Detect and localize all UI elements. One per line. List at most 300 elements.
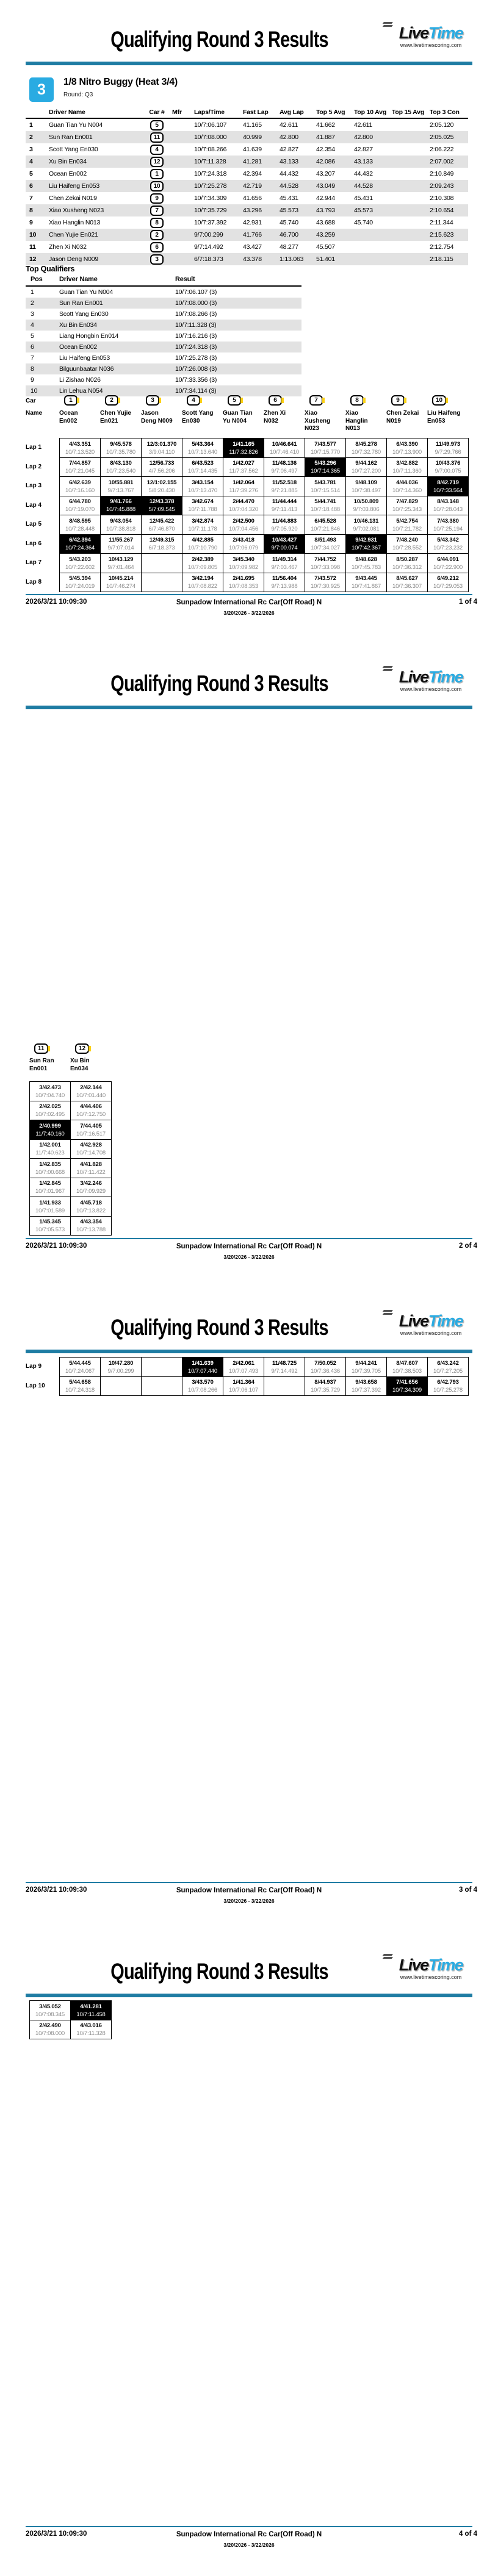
logo-live-text: Live — [399, 1312, 428, 1330]
lap-position-time: 9/43.658 — [355, 1379, 377, 1386]
driver-name: Xiao Hanglin N013 — [49, 219, 101, 226]
lap-position-time: 8/47.607 — [396, 1359, 418, 1367]
livetime-logo — [380, 1956, 482, 1980]
results-row — [26, 229, 468, 241]
lap-position-time: 7/44.752 — [314, 556, 336, 563]
lap-position-time: 8/42.719 — [437, 479, 459, 486]
lap-cell — [142, 515, 182, 534]
top5-avg: 42.944 — [316, 195, 335, 202]
lap-cumulative: 6/7:46.870 — [148, 525, 175, 532]
lap-cell — [101, 458, 141, 477]
top10-avg: 44.432 — [354, 170, 373, 177]
driver-name: Sun Ran En001 — [49, 134, 93, 141]
car-number-badge: 7 — [309, 395, 323, 406]
lap-position-time: 2/43.418 — [233, 537, 254, 543]
lap-cumulative: 10/7:08.000 — [35, 2030, 65, 2037]
top10-avg: 43.133 — [354, 158, 373, 165]
lap-cell — [30, 1140, 70, 1159]
car-number-badge: 4 — [150, 145, 164, 155]
lap-position-time: 9/45.578 — [110, 440, 132, 448]
laps-time: 9/7:00.299 — [194, 231, 223, 238]
lap-position-time: 6/43.242 — [437, 1359, 459, 1367]
footer-rule — [26, 1238, 472, 1239]
top10-avg: 45.573 — [354, 207, 373, 214]
lap-cell — [387, 477, 427, 496]
lap-cell — [142, 554, 182, 573]
lap-cumulative: 10/7:13.822 — [76, 1207, 106, 1214]
laps-time: 10/7:35.729 — [194, 207, 227, 214]
results-row — [26, 156, 468, 168]
car-number-badge: 8 — [350, 395, 364, 406]
lap-position-time: 5/45.394 — [69, 575, 91, 582]
lap-cell — [182, 458, 223, 477]
logo-wordmark — [380, 24, 482, 41]
lap-grid-cars-11-12 — [29, 1081, 112, 1236]
lap-cell — [264, 515, 305, 534]
lap-position-time: 3/45.052 — [39, 2003, 61, 2010]
lap-position-time: 4/44.406 — [80, 1103, 102, 1110]
lap-cumulative: 10/7:24.067 — [65, 1367, 95, 1375]
lap-position-time: 2/42.490 — [39, 2022, 61, 2029]
lap-cell — [387, 458, 427, 477]
lap-cell — [264, 535, 305, 554]
car-badge-cell — [70, 1042, 111, 1056]
laps-time: 10/7:24.318 — [194, 170, 227, 177]
position: 2 — [29, 134, 33, 141]
lap-position-time: 3/43.570 — [192, 1379, 214, 1386]
lap-position-time: 3/45.340 — [233, 556, 254, 563]
lap-cell — [264, 477, 305, 496]
lap-label: Lap 8 — [26, 578, 42, 585]
lap-cumulative: 10/7:29.053 — [433, 583, 463, 590]
lap-position-time: 10/45.214 — [108, 575, 134, 582]
lap-cell — [60, 573, 100, 592]
top3-consecutive: 2:09.243 — [430, 182, 454, 190]
avg-lap: 45.740 — [280, 219, 298, 226]
lap-cell — [428, 458, 468, 477]
lap-position-time: 9/43.445 — [355, 575, 377, 582]
lap-cell — [346, 477, 386, 496]
top10-avg: 44.528 — [354, 182, 373, 190]
avg-lap: 42.827 — [280, 146, 298, 153]
lap-position-time: 4/41.828 — [80, 1161, 102, 1168]
driver-name: Liu Haifeng En053 — [59, 354, 110, 362]
car-badge-cell — [29, 1042, 70, 1056]
lap-cumulative: 10/7:01.589 — [35, 1207, 65, 1214]
lap-cumulative: 10/7:25.343 — [392, 506, 422, 513]
car-badge-cell — [386, 394, 427, 407]
logo-wordmark — [380, 668, 482, 685]
chart-driver-name: Xiao Hanglin N013 — [345, 410, 368, 432]
lap-cumulative: 10/7:21.846 — [311, 525, 340, 532]
lap-cumulative: 10/7:46.410 — [270, 448, 299, 456]
chart-driver-name: Guan Tian Yu N004 — [223, 410, 253, 424]
lap-position-time: 1/41.933 — [39, 1199, 61, 1206]
lap-cumulative: 10/7:11.422 — [76, 1168, 106, 1176]
lap-cell — [101, 438, 141, 457]
lap-position-time: 5/44.741 — [314, 498, 336, 505]
lap-cumulative: 9/7:03.806 — [353, 506, 380, 513]
lap-position-time: 8/43.130 — [110, 460, 132, 467]
lap-cumulative: 9/7:00.075 — [435, 468, 461, 474]
driver-name: Ocean En002 — [59, 343, 98, 351]
lap-cumulative: 10/7:08.266 — [188, 1387, 217, 1394]
position: 8 — [31, 365, 34, 373]
car-number-badge: 3 — [146, 395, 159, 406]
lap-position-time: 6/44.780 — [69, 498, 91, 505]
avg-lap: 42.611 — [280, 121, 298, 129]
car-number-badge: 12 — [75, 1043, 89, 1054]
lap-cell — [346, 438, 386, 457]
lap-cumulative: 10/7:24.364 — [65, 545, 95, 551]
lap-labels-column — [26, 438, 59, 592]
car-number-cell — [142, 242, 172, 252]
lap-position-time: 12/49.315 — [149, 537, 175, 543]
logo-time-text: Time — [428, 1956, 463, 1974]
lap-cumulative: 10/7:28.043 — [433, 506, 463, 513]
lap-cell — [30, 1082, 70, 1101]
car-badge-cell — [264, 394, 305, 407]
lap-grid-cars-1-10-laps-9-10 — [59, 1357, 469, 1396]
lap-cell — [223, 554, 264, 573]
lap-cell — [305, 535, 345, 554]
lap-cell — [387, 1377, 427, 1396]
lap-position-time: 11/55.267 — [109, 537, 133, 543]
lap-position-time: 11/56.404 — [272, 575, 297, 582]
logo-url: www.livetimescoring.com — [400, 1330, 462, 1336]
position: 6 — [29, 182, 33, 190]
header-rule — [26, 1350, 472, 1353]
footer-event-name: Sunpadow International Rc Car(Off Road) N — [176, 1243, 322, 1250]
lap-cell — [264, 554, 305, 573]
lap-position-time: 1/42.027 — [233, 460, 254, 467]
lap-cumulative: 10/7:38.503 — [392, 1367, 422, 1375]
car-number-cell — [142, 145, 172, 155]
lap-cell — [428, 535, 468, 554]
lap-position-time: 7/43.572 — [314, 575, 336, 582]
top3-consecutive: 2:15.623 — [430, 231, 454, 238]
footer-page-number: 2 of 4 — [458, 1242, 477, 1250]
lap-cell — [101, 1358, 141, 1376]
footer-rule — [26, 1882, 472, 1883]
lap-cumulative: 11/7:32.826 — [229, 448, 258, 456]
lap-cumulative: 9/7:03.467 — [271, 564, 298, 571]
page-3 — [0, 1288, 498, 1932]
results-col-header: Fast Lap — [243, 109, 269, 116]
fast-lap: 41.656 — [243, 195, 262, 202]
car-badge-cell — [100, 394, 141, 407]
driver-name: Lin Lehua N054 — [59, 387, 103, 395]
lap-cell — [428, 554, 468, 573]
result: 10/7:33.356 (3) — [175, 376, 217, 384]
results-row — [26, 143, 468, 156]
top5-avg: 42.086 — [316, 158, 335, 165]
lap-position-time: 7/41.656 — [396, 1379, 418, 1386]
position: 5 — [29, 170, 33, 177]
lap-cell — [346, 458, 386, 477]
lap-cell — [428, 477, 468, 496]
lap-position-time: 4/43.016 — [80, 2022, 102, 2029]
lap-cumulative: 10/7:11.178 — [188, 525, 217, 532]
top3-consecutive: 2:10.308 — [430, 195, 454, 202]
lap-position-time: 7/44.405 — [80, 1122, 102, 1129]
logo-time-text: Time — [428, 668, 463, 686]
car-number-cell — [142, 230, 172, 240]
lap-cumulative: 10/7:19.070 — [65, 506, 95, 513]
page-2 — [0, 644, 498, 1288]
lap-position-time: 6/49.212 — [437, 575, 459, 582]
position: 7 — [31, 354, 34, 362]
lap-grid-cars-1-10 — [59, 438, 469, 592]
lap-cumulative: 10/7:42.367 — [352, 545, 381, 551]
lap-cell — [101, 477, 141, 496]
lap-position-time: 7/44.857 — [69, 460, 91, 467]
lap-position-time: 6/42.639 — [69, 479, 91, 486]
car-number-badge: 11 — [150, 132, 164, 143]
lap-label: Lap 3 — [26, 482, 42, 490]
lap-cumulative: 10/7:34.309 — [392, 1387, 422, 1394]
lap-position-time: 9/41.766 — [110, 498, 132, 505]
lap-cumulative: 10/7:08.353 — [229, 583, 258, 590]
top-qualifiers-title: Top Qualifiers — [26, 265, 75, 273]
lap-position-time: 2/42.389 — [192, 556, 214, 563]
lap-cell — [30, 2001, 70, 2020]
result: 10/7:08.266 (3) — [175, 310, 217, 318]
lap-position-time: 1/41.165 — [233, 440, 254, 448]
lap-cumulative: 10/7:46.274 — [106, 583, 135, 590]
top3-consecutive: 2:12.754 — [430, 243, 454, 251]
footer-page-number: 3 of 4 — [458, 1886, 477, 1894]
top3-consecutive: 2:10.849 — [430, 170, 454, 177]
footer-page-number: 1 of 4 — [458, 598, 477, 606]
lap-cell — [182, 554, 223, 573]
lap-cumulative: 10/7:05.573 — [35, 1226, 65, 1233]
name-row-label: Name — [26, 410, 43, 417]
lap-cumulative: 10/7:15.514 — [311, 487, 340, 494]
page-1 — [0, 0, 498, 644]
driver-name: Li Zishao N026 — [59, 376, 101, 384]
lap-cumulative: 10/7:30.925 — [311, 583, 340, 590]
lap-cumulative: 10/7:27.200 — [352, 468, 381, 474]
lap-cell — [223, 458, 264, 477]
car-number-badge: 12 — [150, 157, 164, 167]
lap-label: Lap 10 — [26, 1382, 45, 1389]
lap-cumulative: 10/7:09.929 — [76, 1188, 106, 1195]
lap-cell — [30, 2020, 70, 2039]
lap-cell — [60, 1377, 100, 1396]
lap-position-time: 1/42.835 — [39, 1161, 61, 1168]
lap-cell — [101, 554, 141, 573]
lap-cell — [182, 515, 223, 534]
car-number-badge: 2 — [150, 230, 164, 240]
lap-cumulative: 10/7:25.194 — [433, 525, 463, 532]
top5-avg: 42.354 — [316, 146, 335, 153]
lap-cumulative: 9/7:07.014 — [107, 545, 134, 551]
lap-position-time: 9/42.931 — [355, 537, 377, 543]
lap-position-time: 5/43.781 — [314, 479, 336, 486]
lap-cumulative: 10/7:39.705 — [352, 1367, 381, 1375]
top5-avg: 43.688 — [316, 219, 335, 226]
lap-cumulative: 10/7:33.098 — [311, 564, 340, 571]
footer-event-dates: 3/20/2026 - 3/22/2026 — [223, 610, 275, 616]
footer-event-name: Sunpadow International Rc Car(Off Road) N — [176, 599, 322, 606]
top5-avg: 45.507 — [316, 243, 335, 251]
lap-cumulative: 10/7:24.318 — [65, 1387, 95, 1394]
lap-cell — [387, 496, 427, 515]
chart-driver-name: Zhen Xi N032 — [264, 410, 286, 424]
footer-event-name: Sunpadow International Rc Car(Off Road) N — [176, 2531, 322, 2538]
lap-position-time: 1/42.064 — [233, 479, 254, 486]
car-number-cell — [142, 193, 172, 204]
lap-position-time: 10/43.376 — [435, 460, 461, 467]
lap-cumulative: 10/7:01.440 — [76, 1092, 106, 1099]
results-col-header: Top 5 Avg — [316, 109, 345, 116]
top3-consecutive: 2:11.344 — [430, 219, 453, 226]
lap-cell — [346, 1377, 386, 1396]
header-rule — [26, 62, 472, 65]
lap-cumulative: 10/7:25.278 — [433, 1387, 463, 1394]
car-number-cell — [142, 132, 172, 143]
page-title-text: Qualifying Round 3 Results — [110, 1315, 329, 1340]
avg-lap: 1:13.063 — [280, 256, 304, 263]
lap-cumulative: 11/7:40.623 — [35, 1150, 65, 1156]
driver-name: Chen Zekai N019 — [49, 195, 97, 202]
logo-time-text: Time — [428, 24, 463, 42]
car-number-badge: 1 — [64, 395, 78, 406]
lap-cumulative: 10/7:02.495 — [35, 1111, 65, 1118]
lap-cell — [60, 515, 100, 534]
lap-cumulative: 10/7:06.107 — [229, 1387, 258, 1394]
driver-name: Scott Yang En030 — [59, 310, 109, 318]
driver-name: Xu Bin En034 — [59, 321, 97, 329]
lap-cell — [71, 2001, 111, 2020]
fast-lap: 42.719 — [243, 182, 262, 190]
lap-cumulative: 9/7:01.464 — [107, 564, 134, 571]
logo-decoration — [383, 1954, 392, 1959]
tq-col-header: Pos — [31, 276, 43, 283]
laps-time: 10/7:37.392 — [194, 219, 227, 226]
lap-position-time: 6/42.793 — [437, 1379, 459, 1386]
lap-position-time: 12/43.378 — [149, 498, 175, 505]
fast-lap: 41.281 — [243, 158, 262, 165]
lap-position-time: 8/45.627 — [396, 575, 418, 582]
lap-cumulative: 11/7:37.562 — [229, 468, 258, 474]
lap-position-time: 8/43.148 — [437, 498, 459, 505]
footer-datetime: 2026/3/21 10:09:30 — [26, 598, 87, 606]
results-col-header: Top 10 Avg — [354, 109, 387, 116]
top-qualifier-row — [26, 352, 301, 363]
avg-lap: 48.277 — [280, 243, 298, 251]
lap-cumulative: 10/7:37.392 — [352, 1387, 381, 1394]
lap-position-time: 4/42.885 — [192, 537, 214, 543]
top5-avg: 43.049 — [316, 182, 335, 190]
driver-name: Ocean En002 — [49, 170, 87, 177]
top3-consecutive: 2:05.025 — [430, 134, 454, 141]
lap-position-time: 9/48.109 — [355, 479, 377, 486]
lap-labels-column — [26, 1357, 59, 1395]
lap-cell — [71, 1197, 111, 1216]
lap-cell — [71, 2020, 111, 2039]
chart-driver-name: Liu Haifeng En053 — [427, 410, 461, 424]
lap-cell — [264, 496, 305, 515]
lap-position-time: 1/45.345 — [39, 1218, 61, 1225]
lap-cell — [346, 535, 386, 554]
car-row-label: Car — [26, 397, 36, 404]
lap-cell — [30, 1159, 70, 1178]
lap-cell — [305, 477, 345, 496]
livetime-logo — [380, 668, 482, 692]
lap-cumulative: 9/7:13.767 — [107, 487, 134, 494]
logo-decoration — [383, 666, 392, 671]
lap-cell — [101, 573, 141, 592]
lap-position-time: 8/48.595 — [69, 517, 91, 524]
avg-lap: 44.432 — [280, 170, 298, 177]
lap-cumulative: 10/7:36.307 — [392, 583, 422, 590]
avg-lap: 42.800 — [280, 134, 298, 141]
page-title — [0, 1959, 439, 1984]
lap-cell — [305, 554, 345, 573]
lap-cell — [101, 496, 141, 515]
lap-cumulative: 10/7:21.045 — [65, 468, 95, 474]
lap-cumulative: 10/7:04.320 — [229, 506, 258, 513]
lap-cell — [60, 1358, 100, 1376]
lap-cell — [30, 1178, 70, 1197]
lap-cumulative: 9/7:05.920 — [271, 525, 298, 532]
lap-cell — [223, 496, 264, 515]
lap-cumulative: 10/7:11.458 — [76, 2011, 106, 2018]
result: 10/7:25.278 (3) — [175, 354, 217, 362]
chart-driver-name: Xu Bin En034 — [70, 1057, 90, 1072]
lap-position-time: 9/43.054 — [110, 517, 132, 524]
lap-cumulative: 10/7:13.640 — [188, 448, 217, 456]
results-col-header: Top 15 Avg — [392, 109, 425, 116]
top5-avg: 43.793 — [316, 207, 335, 214]
lap-position-time: 2/44.470 — [233, 498, 254, 505]
car-number-cell — [142, 218, 172, 228]
top5-avg: 51.401 — [316, 256, 335, 263]
lap-cumulative: 5/7:09.545 — [148, 506, 175, 513]
logo-url: www.livetimescoring.com — [400, 1974, 462, 1980]
lap-cumulative: 9/7:11.413 — [271, 506, 298, 513]
lap-cell — [30, 1197, 70, 1216]
lap-cell — [142, 573, 182, 592]
lap-cell — [223, 515, 264, 534]
footer-event-dates: 3/20/2026 - 3/22/2026 — [223, 1254, 275, 1260]
result: 10/7:24.318 (3) — [175, 343, 217, 351]
heat-number-badge: 3 — [29, 77, 54, 102]
avg-lap: 44.528 — [280, 182, 298, 190]
lap-position-time: 11/48.136 — [272, 460, 297, 467]
results-row — [26, 168, 468, 180]
lap-cell — [182, 438, 223, 457]
lap-position-time: 7/50.052 — [314, 1359, 336, 1367]
lap-cell — [71, 1101, 111, 1120]
car-number-cell — [142, 206, 172, 216]
top-qualifier-row — [26, 287, 301, 298]
car-number-badge: 10 — [432, 395, 446, 406]
results-body — [26, 119, 468, 265]
avg-lap: 43.133 — [280, 158, 298, 165]
position: 5 — [31, 332, 34, 340]
lap-cumulative: 11/7:40.160 — [35, 1130, 65, 1137]
lap-position-time: 8/45.278 — [355, 440, 377, 448]
lap-position-time: 4/42.928 — [80, 1142, 102, 1148]
top10-avg: 42.827 — [354, 146, 373, 153]
lap-cumulative: 10/7:33.564 — [433, 487, 463, 494]
lap-position-time: 11/44.883 — [272, 517, 297, 524]
lap-cell — [387, 438, 427, 457]
logo-url: www.livetimescoring.com — [400, 686, 462, 692]
